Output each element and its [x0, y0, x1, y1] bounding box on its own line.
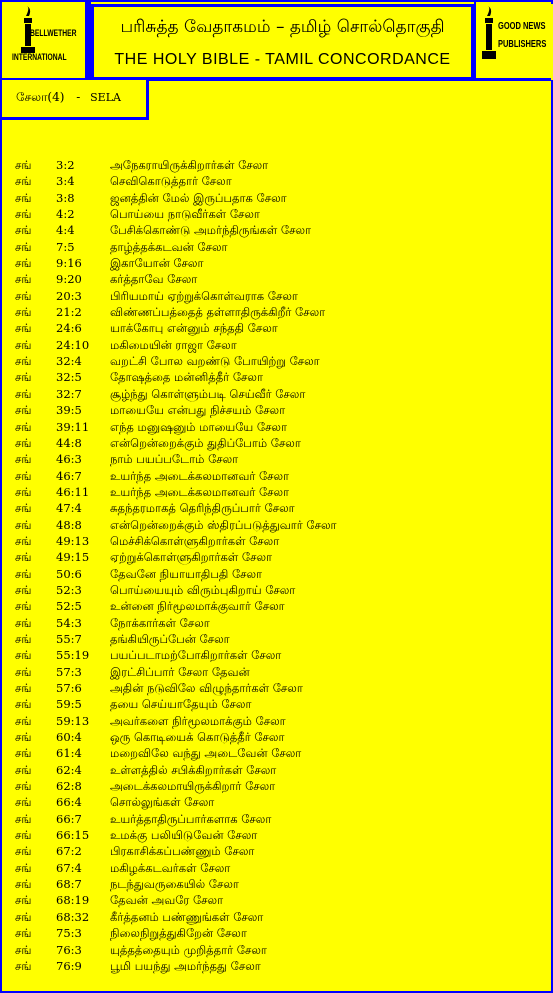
verse-text: என்றென்றைக்கும் ஸ்திரப்படுத்துவார் சேலா: [110, 517, 337, 532]
list-item: [2, 402, 551, 418]
verse-reference: 32:7: [56, 386, 82, 401]
verse-text: தேவன் அவரே சேலா: [110, 893, 224, 908]
verse-reference: 39:11: [56, 419, 90, 434]
verse-text: தோஷத்தை மன்னித்தீர் சேலா: [110, 370, 263, 385]
book-abbrev: சங்: [15, 893, 32, 908]
verse-reference: 7:5: [56, 239, 75, 254]
list-item: [2, 909, 551, 925]
book-abbrev: சங்: [15, 354, 32, 369]
verse-text: பிரகாசிக்கப்பண்ணும் சேலா: [110, 844, 255, 859]
list-item: [2, 369, 551, 385]
verse-reference: 76:3: [56, 942, 82, 957]
verse-text: எந்த மனுஷனும் மாயையே சேலா: [110, 419, 287, 434]
verse-reference: 46:7: [56, 468, 82, 483]
book-abbrev: சங்: [15, 158, 32, 172]
list-item: [2, 729, 551, 745]
verse-text: மறைவிலே வந்து அடைவேன் சேலா: [110, 746, 302, 761]
verse-text: இகாயோன் சேலா: [110, 256, 204, 271]
book-abbrev: சங்: [15, 403, 32, 418]
verse-text: மெச்சிக்கொள்ளுகிறார்கள் சேலா: [110, 533, 280, 548]
list-item: [2, 794, 551, 810]
verse-text: என்றென்றைக்கும் துதிப்போம் சேலா: [110, 435, 301, 450]
book-abbrev: சங்: [15, 321, 32, 336]
verse-reference: 39:5: [56, 403, 82, 418]
verse-reference: 46:11: [56, 484, 90, 499]
title-english: THE HOLY BIBLE - TAMIL CONCORDANCE: [114, 51, 451, 68]
book-abbrev: சங்: [15, 582, 32, 597]
verse-reference: 46:3: [56, 452, 82, 467]
list-item: [2, 206, 551, 222]
verse-text: ஏற்றுக்கொள்ளுகிறார்கள் சேலா: [110, 550, 273, 565]
list-item: [2, 549, 551, 565]
verse-text: பேசிக்கொண்டு அமர்ந்திருங்கள் சேலா: [110, 223, 312, 238]
book-abbrev: சங்: [15, 746, 32, 761]
book-abbrev: சங்: [15, 484, 32, 499]
word-separator: -: [76, 90, 81, 104]
book-abbrev: சங்: [15, 958, 32, 973]
book-abbrev: சங்: [15, 942, 32, 957]
book-abbrev: சங்: [15, 681, 32, 695]
verse-reference: 55:19: [56, 648, 90, 663]
verse-text: தாழ்த்தக்கடவன் சேலா: [110, 239, 228, 254]
verse-reference: 4:4: [56, 223, 75, 238]
book-abbrev: சங்: [15, 697, 32, 712]
verse-reference: 24:6: [56, 321, 82, 336]
verse-text: மாயையே என்பது நிச்சயம் சேலா: [110, 403, 286, 418]
logo-left-line1: BELLWETHER: [30, 28, 77, 38]
verse-text: அநேகராயிருக்கிறார்கள் சேலா: [110, 158, 269, 172]
verse-text: யாக்கோபு என்னும் சந்ததி சேலா: [110, 321, 278, 336]
list-item: [2, 811, 551, 827]
verse-text: உயர்ந்த அடைக்கலமானவர் சேலா: [110, 484, 290, 499]
book-abbrev: சங்: [15, 713, 32, 728]
book-abbrev: சங்: [15, 370, 32, 385]
book-abbrev: சங்: [15, 288, 32, 303]
concordance-list: [2, 157, 551, 974]
book-abbrev: சங்: [15, 435, 32, 450]
list-item: [2, 566, 551, 582]
book-abbrev: சங்: [15, 599, 32, 614]
verse-reference: 50:6: [56, 566, 82, 581]
book-abbrev: சங்: [15, 207, 32, 222]
verse-reference: 75:3: [56, 926, 82, 941]
book-abbrev: சங்: [15, 828, 32, 843]
verse-text: பிரியமாய் ஏற்றுக்கொள்வராக சேலா: [110, 288, 298, 303]
list-item: [2, 958, 551, 974]
verse-text: மகிழக்கடவர்கள் சேலா: [110, 860, 231, 875]
verse-text: மகிமையின் ராஜா சேலா: [110, 337, 237, 352]
verse-text: பொய்யை நாடுவீர்கள் சேலா: [110, 207, 260, 222]
verse-reference: 49:13: [56, 533, 90, 548]
book-abbrev: சங்: [15, 779, 32, 794]
verse-text: இரட்சிப்பார் சேலா தேவன்: [110, 664, 250, 679]
list-item: [2, 696, 551, 712]
book-abbrev: சங்: [15, 272, 32, 287]
verse-text: ஒரு கொடியைக் கொடுத்தீர் சேலா: [110, 730, 285, 745]
verse-text: கீர்த்தனம் பண்ணுங்கள் சேலா: [110, 909, 264, 924]
verse-text: பயப்படாமற்போகிறார்கள் சேலா: [110, 648, 282, 663]
list-item: [2, 157, 551, 173]
verse-text: உள்ளத்தில் சபிக்கிறார்கள் சேலா: [110, 762, 277, 777]
book-abbrev: சங்: [15, 730, 32, 745]
verse-reference: 59:5: [56, 697, 82, 712]
verse-text: பூமி பயந்து அமர்ந்தது சேலா: [110, 958, 261, 973]
verse-text: விண்ணப்பத்தைத் தள்ளாதிருக்கிறீர் சேலா: [110, 305, 326, 320]
verse-text: சூழ்ந்து கொள்ளும்படி செய்வீர் சேலா: [110, 386, 306, 401]
list-item: [2, 892, 551, 908]
list-item: [2, 860, 551, 876]
verse-reference: 76:9: [56, 958, 82, 973]
torch-icon: [4, 4, 85, 80]
book-abbrev: சங்: [15, 452, 32, 467]
verse-text: அடைக்கலமாயிருக்கிறார் சேலா: [110, 779, 276, 794]
book-abbrev: சங்: [15, 223, 32, 238]
list-item: [2, 271, 551, 287]
verse-reference: 32:5: [56, 370, 82, 385]
verse-reference: 68:7: [56, 877, 82, 892]
verse-reference: 3:4: [56, 174, 75, 189]
verse-reference: 21:2: [56, 305, 82, 320]
verse-reference: 52:3: [56, 582, 82, 597]
logo-left-line2: INTERNATIONAL: [12, 52, 67, 62]
verse-text: பொய்யையும் விரும்புகிறாய் சேலா: [110, 582, 296, 597]
word-heading-text: [16, 90, 121, 106]
verse-reference: 48:8: [56, 517, 82, 532]
list-item: [2, 664, 551, 680]
verse-reference: 20:3: [56, 288, 82, 303]
book-abbrev: சங்: [15, 517, 32, 532]
verse-text: நிலைநிறுத்துகிறேன் சேலா: [110, 926, 247, 941]
verse-reference: 52:5: [56, 599, 82, 614]
verse-reference: 66:4: [56, 795, 82, 810]
verse-reference: 54:3: [56, 615, 82, 630]
verse-reference: 3:2: [56, 158, 75, 172]
book-abbrev: சங்: [15, 631, 32, 646]
verse-text: கர்த்தாவே சேலா: [110, 272, 198, 287]
list-item: [2, 778, 551, 794]
list-item: [2, 631, 551, 647]
list-item: [2, 500, 551, 516]
verse-reference: 44:8: [56, 435, 82, 450]
book-abbrev: சங்: [15, 533, 32, 548]
list-item: [2, 582, 551, 598]
word-english: SELA: [90, 91, 121, 104]
list-item: [2, 713, 551, 729]
verse-text: நோக்கார்கள் சேலா: [110, 615, 210, 630]
list-item: [2, 680, 551, 696]
list-item: [2, 827, 551, 843]
verse-reference: 3:8: [56, 190, 75, 205]
verse-text: அதின் நடுவிலே விழுந்தார்கள் சேலா: [110, 681, 303, 695]
verse-reference: 47:4: [56, 501, 82, 516]
verse-text: தங்கியிருப்பேன் சேலா: [110, 631, 230, 646]
book-abbrev: சங்: [15, 468, 32, 483]
list-item: [2, 419, 551, 435]
title-tamil: பரிசுத்த வேதாகமம் – தமிழ் சொல்தொகுதி: [120, 17, 445, 37]
verse-reference: 67:4: [56, 860, 82, 875]
logo-right-line1: GOOD NEWS: [498, 21, 546, 32]
verse-reference: 62:4: [56, 762, 82, 777]
list-item: [2, 843, 551, 859]
verse-text: நாம் பயப்படோம் சேலா: [110, 452, 239, 467]
good-news-logo: [476, 4, 553, 80]
verse-reference: 66:15: [56, 828, 90, 843]
list-item: [2, 435, 551, 451]
verse-reference: 66:7: [56, 811, 82, 826]
bellwether-logo: [4, 4, 85, 80]
verse-text: அவர்களை நிர்மூலமாக்கும் சேலா: [110, 713, 286, 728]
book-abbrev: சங்: [15, 256, 32, 271]
book-abbrev: சங்: [15, 615, 32, 630]
verse-text: சொல்லுங்கள் சேலா: [110, 795, 215, 810]
list-item: [2, 239, 551, 255]
list-item: [2, 598, 551, 614]
book-abbrev: சங்: [15, 174, 32, 189]
book-abbrev: சங்: [15, 664, 32, 679]
verse-reference: 9:16: [56, 256, 82, 271]
list-item: [2, 942, 551, 958]
verse-text: உயர்ந்த அடைக்கலமானவர் சேலா: [110, 468, 290, 483]
book-abbrev: சங்: [15, 305, 32, 320]
verse-reference: 60:4: [56, 730, 82, 745]
book-abbrev: சங்: [15, 811, 32, 826]
book-abbrev: சங்: [15, 762, 32, 777]
verse-text: வறட்சி போல வறண்டு போயிற்று சேலா: [110, 354, 320, 369]
verse-reference: 9:20: [56, 272, 82, 287]
book-abbrev: சங்: [15, 909, 32, 924]
book-abbrev: சங்: [15, 337, 32, 352]
verse-reference: 68:19: [56, 893, 90, 908]
verse-reference: 62:8: [56, 779, 82, 794]
list-item: [2, 320, 551, 336]
book-abbrev: சங்: [15, 795, 32, 810]
verse-reference: 67:2: [56, 844, 82, 859]
list-item: [2, 533, 551, 549]
verse-reference: 68:32: [56, 909, 90, 924]
book-abbrev: சங்: [15, 239, 32, 254]
list-item: [2, 451, 551, 467]
verse-reference: 4:2: [56, 207, 75, 222]
list-item: [2, 304, 551, 320]
book-abbrev: சங்: [15, 860, 32, 875]
verse-reference: 24:10: [56, 337, 90, 352]
verse-reference: 59:13: [56, 713, 90, 728]
verse-text: உன்னை நிர்மூலமாக்குவார் சேலா: [110, 599, 285, 614]
list-item: [2, 647, 551, 663]
verse-text: நடந்துவருகையில் சேலா: [110, 877, 239, 892]
list-item: [2, 762, 551, 778]
list-item: [2, 288, 551, 304]
verse-reference: 57:3: [56, 664, 82, 679]
verse-text: சுதந்தரமாகத் தெரிந்திருப்பார் சேலா: [110, 501, 295, 516]
verse-text: உயர்த்தாதிருப்பார்களாக சேலா: [110, 811, 272, 826]
logo-right-line2: PUBLISHERS: [498, 39, 547, 50]
verse-reference: 55:7: [56, 631, 82, 646]
verse-reference: 32:4: [56, 354, 82, 369]
verse-reference: 57:6: [56, 681, 82, 695]
verse-reference: 61:4: [56, 746, 82, 761]
book-abbrev: சங்: [15, 419, 32, 434]
list-item: [2, 876, 551, 892]
book-abbrev: சங்: [15, 926, 32, 941]
book-abbrev: சங்: [15, 386, 32, 401]
book-abbrev: சங்: [15, 648, 32, 663]
book-abbrev: சங்: [15, 566, 32, 581]
verse-text: தயை செய்யாதேயும் சேலா: [110, 697, 252, 712]
list-item: [2, 386, 551, 402]
word-heading: [2, 80, 149, 120]
book-abbrev: சங்: [15, 877, 32, 892]
list-item: [2, 222, 551, 238]
verse-reference: 49:15: [56, 550, 90, 565]
word-tamil: சேலா(4): [16, 90, 65, 104]
list-item: [2, 745, 551, 761]
list-item: [2, 484, 551, 500]
list-item: [2, 255, 551, 271]
list-item: [2, 468, 551, 484]
list-item: [2, 353, 551, 369]
book-abbrev: சங்: [15, 550, 32, 565]
list-item: [2, 517, 551, 533]
list-item: [2, 190, 551, 206]
book-abbrev: சங்: [15, 844, 32, 859]
verse-text: செவிகொடுத்தார் சேலா: [110, 174, 232, 189]
book-abbrev: சங்: [15, 501, 32, 516]
book-abbrev: சங்: [15, 190, 32, 205]
list-item: [2, 173, 551, 189]
verse-text: ஜனத்தின் மேல் இருப்பதாக சேலா: [110, 190, 287, 205]
verse-text: உமக்கு பலியிடுவேன் சேலா: [110, 828, 258, 843]
list-item: [2, 615, 551, 631]
list-item: [2, 925, 551, 941]
page: [2, 2, 551, 991]
title-banner: [91, 4, 474, 80]
verse-text: தேவனே நியாயாதிபதி சேலா: [110, 566, 263, 581]
list-item: [2, 337, 551, 353]
verse-text: யுத்தத்தையும் முறித்தார் சேலா: [110, 942, 267, 957]
